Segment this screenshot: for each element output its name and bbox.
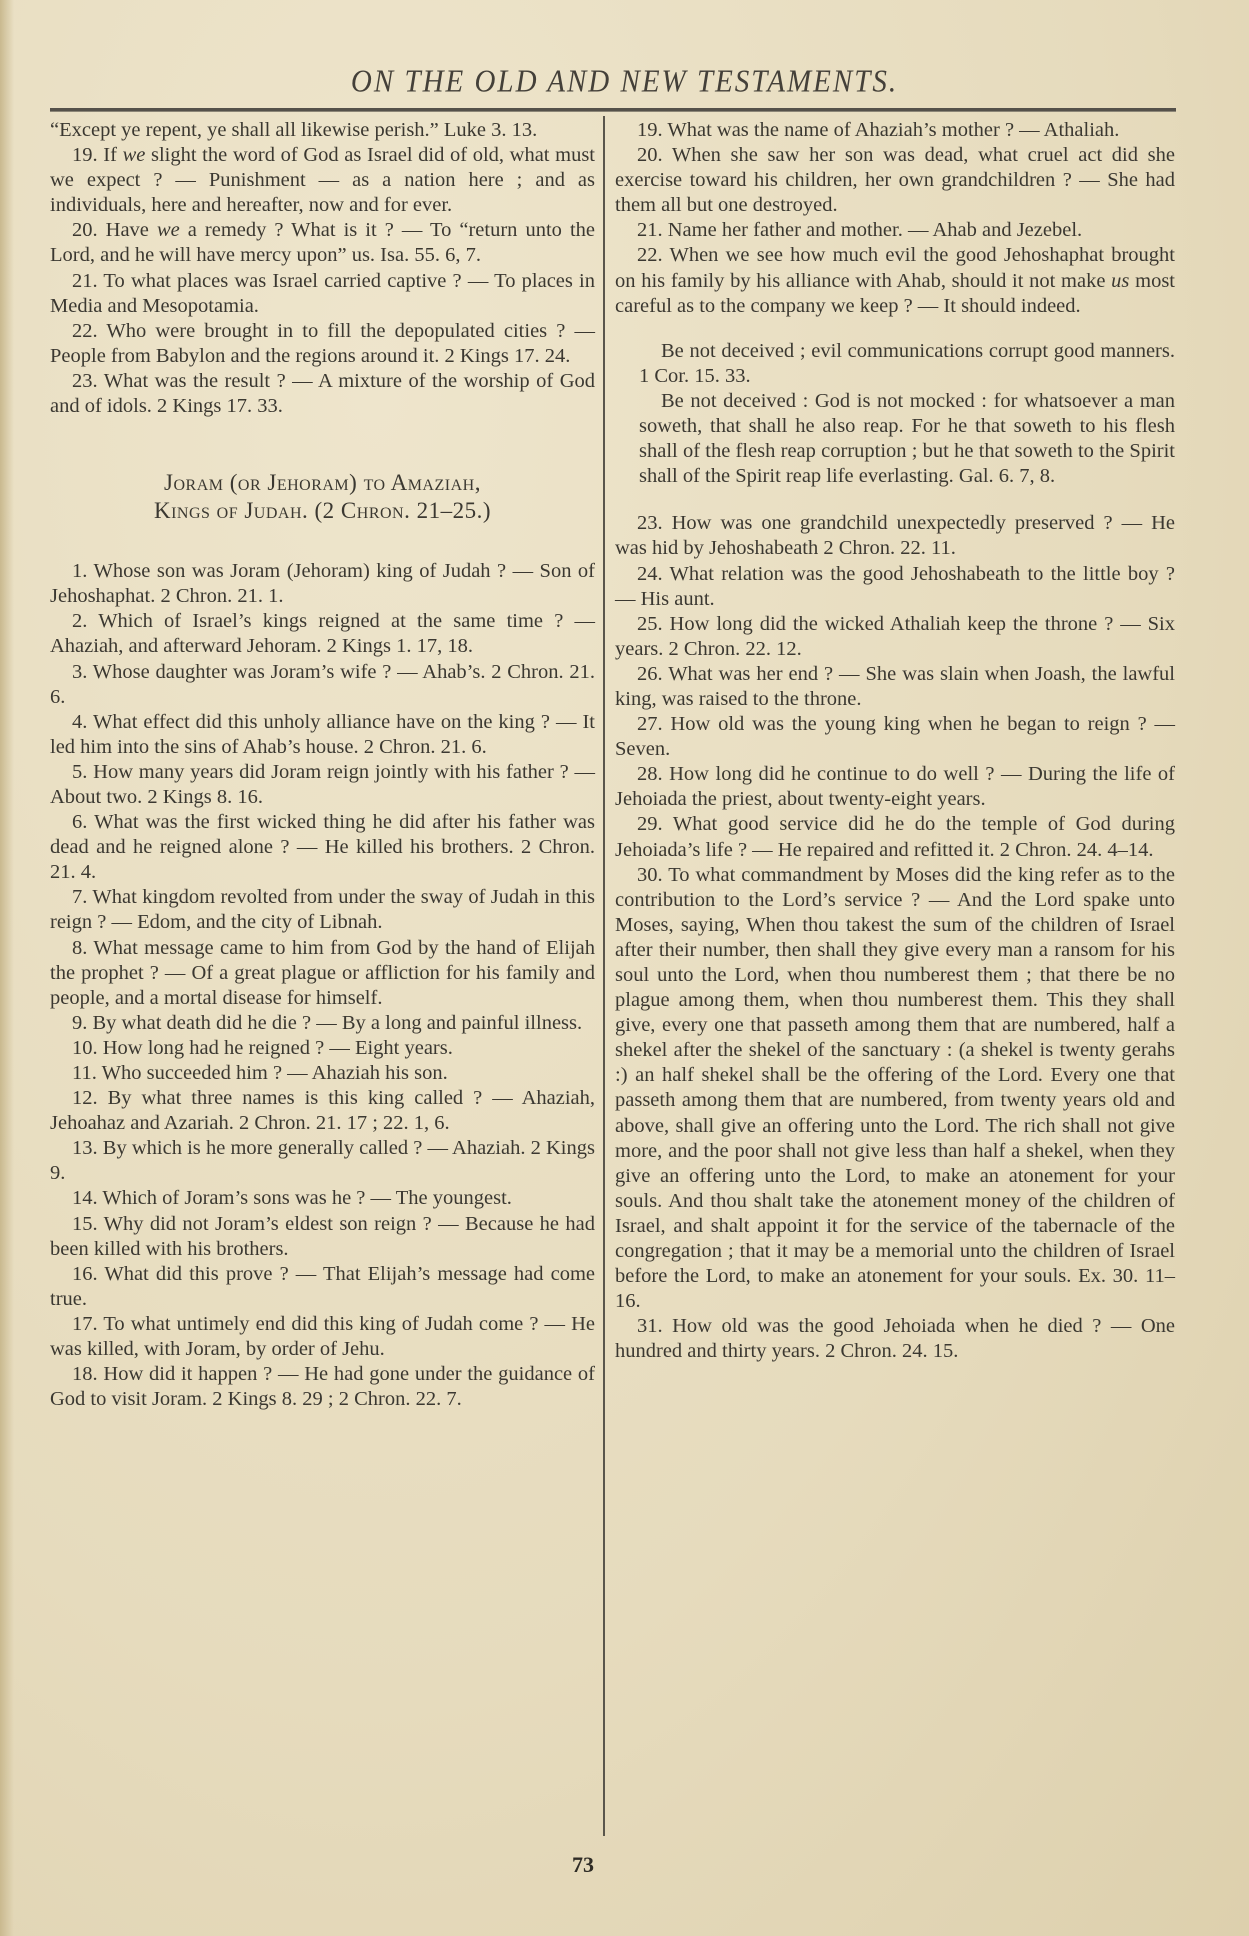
question-18: 18. How did it happen ? — He had gone under the guidance of God to visit Joram. 2 Kings 8. 29 ; 2 Chron. 22. 7.: [50, 1363, 595, 1411]
question-21: 21. To what places was Israel carried captive ? — To places in Media and Mesopotamia.: [50, 269, 595, 317]
section-heading-line-2: Kings of Judah. (2 Chron. 21–25.): [153, 498, 492, 524]
emphasis: us: [1111, 269, 1130, 292]
question-14: 14. Which of Joram’s sons was he ? — The youngest.: [72, 1187, 512, 1210]
question-28: 28. How long did he continue to do well ? — During the life of Jehoiada the priest, about twenty-eight years.: [615, 763, 1175, 811]
question-16: 16. What did this prove ? — That Elijah’s message had come true.: [50, 1262, 595, 1310]
left-column: [50, 118, 595, 1412]
question-15: 15. Why did not Joram’s eldest son reign ? — Because he had been killed with his brothers.: [50, 1212, 595, 1260]
question-20: [50, 218, 595, 268]
question-27: 27. How old was the young king when he began to reign ? — Seven.: [615, 713, 1175, 761]
question-text: most careful as to the company we keep ? — It should indeed.: [615, 269, 1175, 317]
question-13: 13. By which is he more generally called ? — Ahaziah. 2 Kings 9.: [50, 1137, 595, 1185]
question-text: slight the word of God as Israel did of old, what must we expect ? — Punishment — as a nation here ; and as individuals, here and hereafter, now and for ever.: [50, 144, 595, 217]
question-19: [50, 143, 595, 218]
emphasis: we: [122, 144, 146, 167]
question-4: 4. What effect did this unholy alliance have on the king ? — It led him into the sins of Ahab’s house. 2 Chron. 21. 6.: [50, 710, 595, 758]
question-21: 21. Name her father and mother. — Ahab and Jezebel.: [637, 219, 1083, 242]
header-rule: [50, 108, 1176, 112]
scripture-quote-block: [639, 339, 1175, 490]
question-23: 23. How was one grandchild unexpectedly preserved ? — He was hid by Jehoshabeath 2 Chron. 22. 11.: [615, 512, 1175, 560]
question-text: 20. Have: [72, 219, 157, 242]
running-head: ON THE OLD AND NEW TESTAMENTS.: [350, 64, 899, 100]
column-divider: [603, 116, 605, 1836]
scripture-quote: “Except ye repent, ye shall all likewise perish.” Luke 3. 13.: [50, 119, 538, 141]
scripture-quote-1: Be not deceived ; evil communications corrupt good manners. 1 Cor. 15. 33.: [639, 339, 1175, 387]
question-12: 12. By what three names is this king called ? — Ahaziah, Jehoahaz and Azariah. 2 Chron. 21. 17 ; 22. 1, 6.: [50, 1087, 595, 1135]
question-25: 25. How long did the wicked Athaliah keep the throne ? — Six years. 2 Chron. 22. 12.: [615, 612, 1175, 660]
question-9: 9. By what death did he die ? — By a long and painful illness.: [72, 1011, 583, 1034]
question-20: 20. When she saw her son was dead, what cruel act did she exercise toward his children, her own grandchildren ? — She had them all but one destroyed.: [615, 144, 1175, 217]
question-29: 29. What good service did he do the temple of God during Jehoiada’s life ? — He repaired and refitted it. 2 Chron. 24. 4–14.: [615, 813, 1175, 861]
question-23: 23. What was the result ? — A mixture of the worship of God and of idols. 2 Kings 17. 33.: [50, 369, 595, 418]
question-17: 17. To what untimely end did this king of Judah come ? — He was killed, with Joram, by order of Jehu.: [50, 1312, 595, 1361]
question-7: 7. What kingdom revolted from under the sway of Judah in this reign ? — Edom, and the city of Libnah.: [50, 886, 595, 934]
page-binding-shadow: [0, 0, 14, 1936]
question-text: a remedy ? What is it ? — To “return unto the Lord, and he will have mercy upon” us. Isa. 55. 6, 7.: [50, 219, 595, 267]
question-5: 5. How many years did Joram reign jointly with his father ? — About two. 2 Kings 8. 16.: [50, 760, 595, 808]
page-number: 73: [572, 1852, 594, 1877]
question-2: 2. Which of Israel’s kings reigned at the same time ? — Ahaziah, and afterward Jehoram. 2 Kings 1. 17, 18.: [50, 610, 595, 658]
question-6: 6. What was the first wicked thing he did after his father was dead and he reigned alone ? — He killed his brothers. 2 Chron. 21. 4.: [50, 811, 595, 884]
question-30: 30. To what commandment by Moses did the king refer as to the contribution to the Lord’s service ? — And the Lord spake unto Moses, saying, When thou takest the sum of the children of Israel after their number, then shall they give every man a ransom for his soul unto the Lord, when thou numberest them ; that there be no plague among them, when thou numberest them. This they shall give, every one that passeth among them that are numbered, half a shekel after the shekel of the sanctuary : (a shekel is twenty gerahs :) an half shekel shall be the offering of the Lord. Every one that passeth among them that are numbered, from twenty years old and above, shall give an offering unto the Lord. The rich shall not give more, and the poor shall not give less than half a shekel, when they give an offering unto the Lord, to make an atonement for your souls. And thou shalt take the atonement money of the children of Israel, and shalt appoint it for the service of the tabernacle of the congregation ; that it may be a memorial unto the children of Israel before the Lord, to make an atonement for your souls. Ex. 30. 11–16.: [615, 863, 1175, 1313]
question-22: 22. Who were brought in to fill the depopulated cities ? — People from Babylon and the regions around it. 2 Kings 17. 24.: [50, 319, 595, 367]
question-8: 8. What message came to him from God by the hand of Elijah the prophet ? — Of a great plague or affliction for his family and people, and a mortal disease for himself.: [50, 936, 595, 1009]
question-10: 10. How long had he reigned ? — Eight years.: [72, 1036, 453, 1059]
question-31: 31. How old was the good Jehoiada when he died ? — One hundred and thirty years. 2 Chron. 24. 15.: [615, 1315, 1175, 1363]
question-22: [615, 243, 1175, 318]
right-column: [615, 118, 1175, 1365]
question-11: 11. Who succeeded him ? — Ahaziah his son.: [72, 1062, 448, 1084]
question-3: 3. Whose daughter was Joram’s wife ? — Ahab’s. 2 Chron. 21. 6.: [50, 660, 595, 708]
section-heading: [50, 469, 595, 525]
scripture-quote-2: Be not deceived : God is not mocked : for whatsoever a man soweth, that shall he also reap. For he that soweth to his flesh shall of the flesh reap corruption ; but he that soweth to the Spirit shall of the Spirit reap life everlasting. Gal. 6. 7, 8.: [639, 389, 1175, 488]
question-19: 19. What was the name of Ahaziah’s mother ? — Athaliah.: [637, 119, 1120, 141]
emphasis: we: [156, 219, 180, 242]
question-text: 19. If: [72, 144, 123, 167]
question-text: 22. When we see how much evil the good Jehoshaphat brought on his family by his alliance with Ahab, should it not make: [615, 244, 1175, 292]
question-26: 26. What was her end ? — She was slain when Joash, the lawful king, was raised to the throne.: [615, 662, 1175, 710]
section-heading-line-1: Joram (or Jehoram) to Amaziah,: [164, 470, 481, 496]
question-24: 24. What relation was the good Jehoshabeath to the little boy ? — His aunt.: [615, 562, 1175, 610]
question-1: 1. Whose son was Joram (Jehoram) king of Judah ? — Son of Jehoshaphat. 2 Chron. 21. 1.: [50, 560, 595, 608]
